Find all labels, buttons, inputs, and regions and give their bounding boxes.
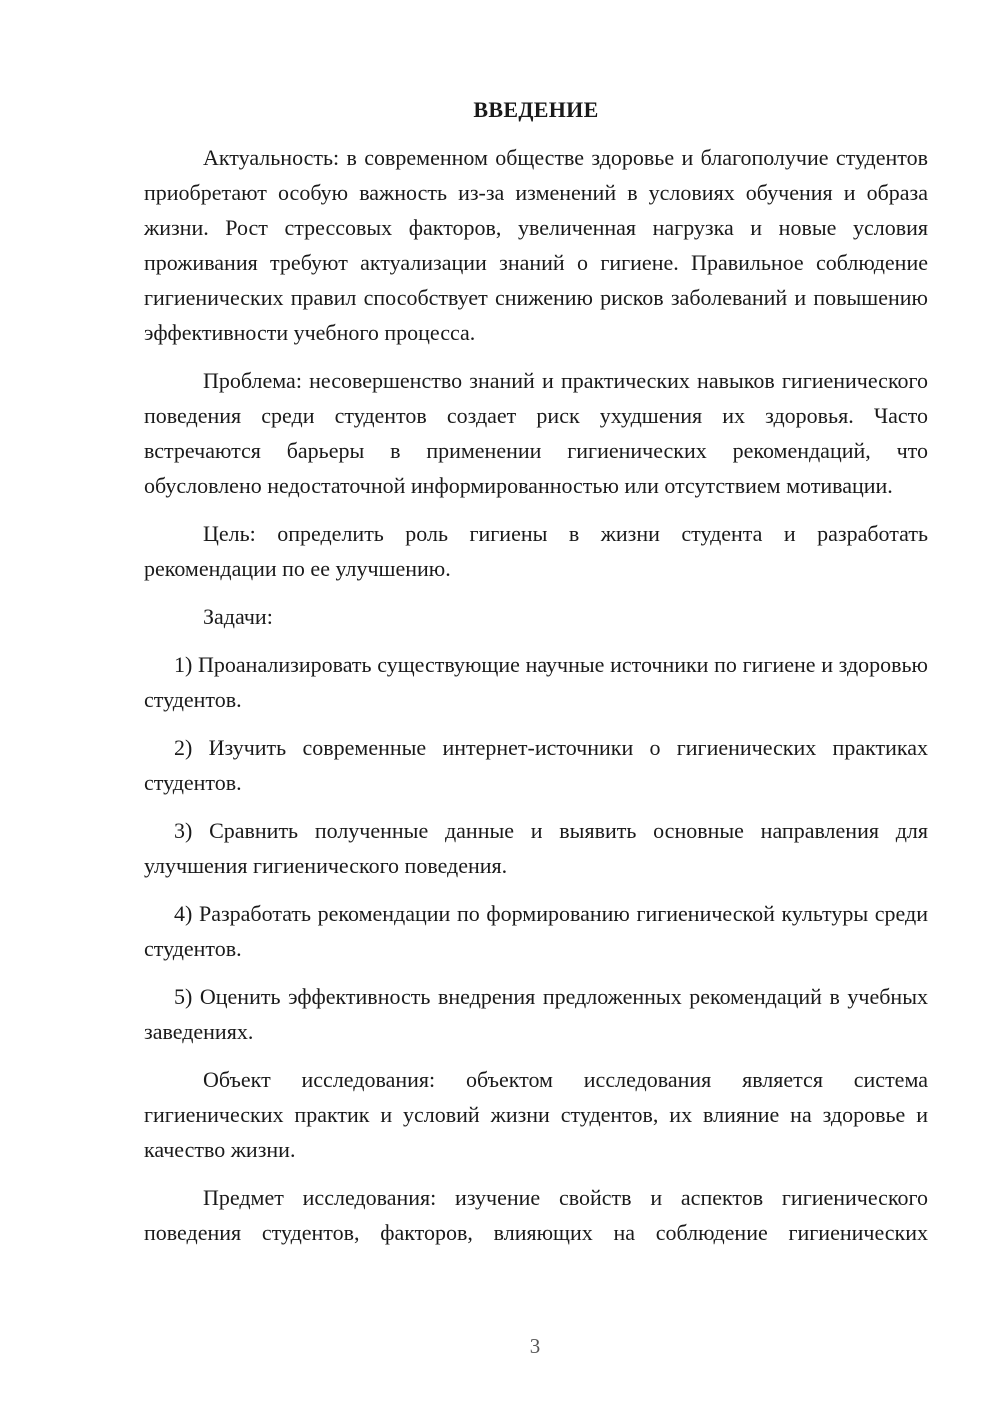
paragraph-goal: Цель: определить роль гигиены в жизни студента и разработать рекомендации по ее улучшению. xyxy=(144,521,928,581)
page-number: 3 xyxy=(529,1334,541,1358)
task-item-1: 1) Проанализировать существующие научные источники по гигиене и здоровью студентов. xyxy=(144,652,928,712)
task-item-3: 3) Сравнить полученные данные и выявить основные направления для улучшения гигиенического поведения. xyxy=(144,818,928,878)
paragraph-problem: Проблема: несовершенство знаний и практических навыков гигиенического поведения среди студентов создает риск ухудшения их здоровья. Часто встречаются барьеры в применении гигиенических рекомендаций, что обусловлено недостаточной информированностью или отсутствием мотивации. xyxy=(144,368,928,498)
paragraph-relevance: Актуальность: в современном обществе здоровье и благополучие студентов приобретают особую важность из-за изменений в условиях обучения и образа жизни. Рост стрессовых факторов, увеличенная нагрузка и новые условия проживания требуют актуализации знаний о гигиене. Правильное соблюдение гигиенических правил способствует снижению рисков заболеваний и повышению эффективности учебного процесса. xyxy=(144,145,928,345)
task-item-4: 4) Разработать рекомендации по формированию гигиенической культуры среди студентов. xyxy=(144,901,928,961)
section-title: ВВЕДЕНИЕ xyxy=(473,97,599,122)
task-item-5: 5) Оценить эффективность внедрения предложенных рекомендаций в учебных заведениях. xyxy=(144,984,928,1044)
paragraph-subject: Предмет исследования: изучение свойств и аспектов гигиенического поведения студентов, факторов, влияющих на соблюдение гигиенических xyxy=(144,1185,928,1245)
task-item-2: 2) Изучить современные интернет-источники о гигиенических практиках студентов. xyxy=(144,735,928,795)
paragraph-object: Объект исследования: объектом исследования является система гигиенических практик и условий жизни студентов, их влияние на здоровье и качество жизни. xyxy=(144,1067,928,1162)
document-page xyxy=(144,96,928,1250)
tasks-heading: Задачи: xyxy=(203,604,273,629)
